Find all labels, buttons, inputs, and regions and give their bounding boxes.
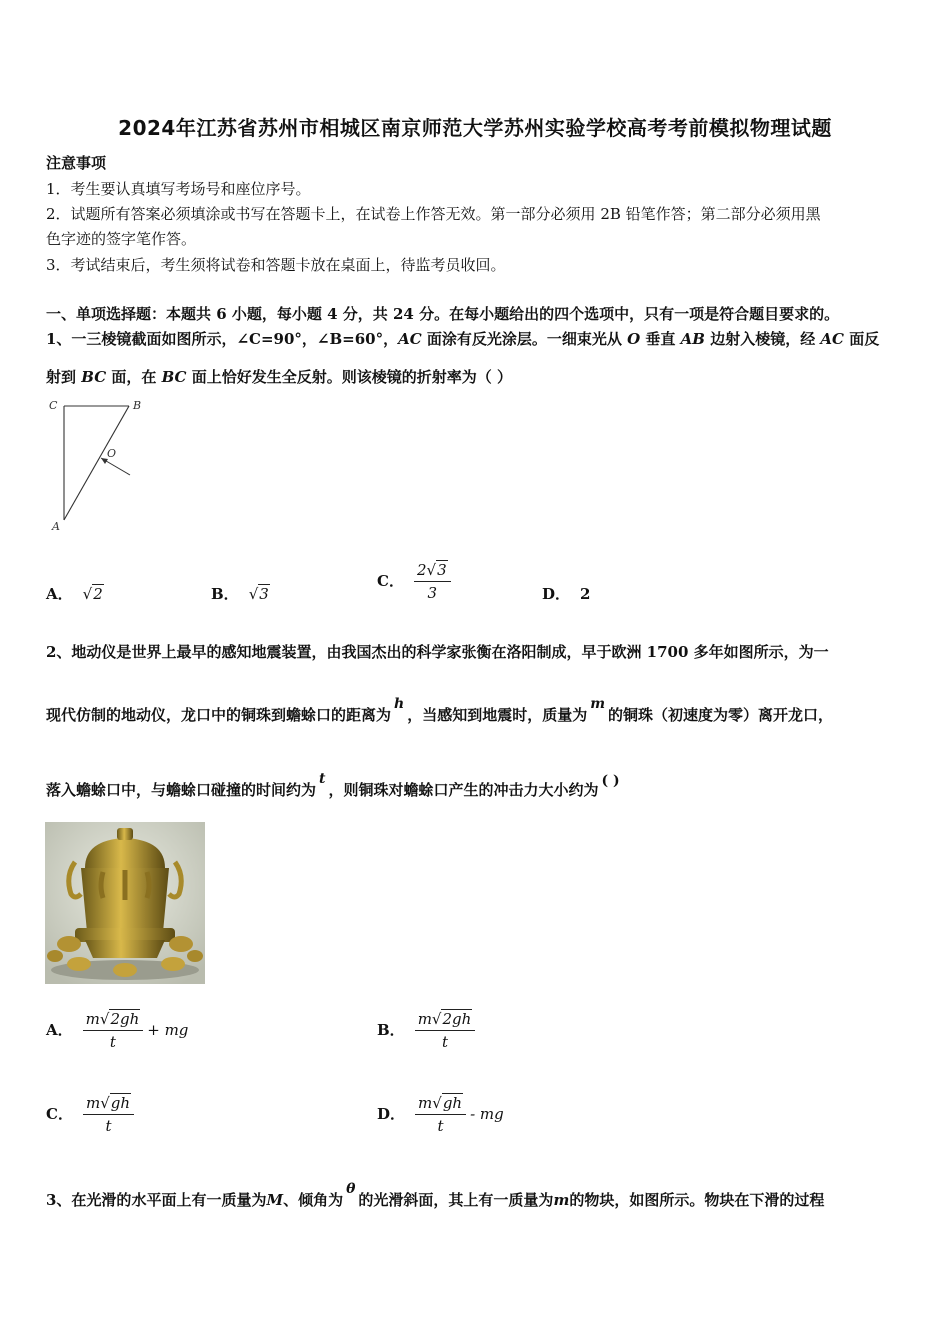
q3-text-line1: 3、在光滑的水平面上有一质量为M、倾角为θ的光滑斜面，其上有一质量为m的物块，如图所示。物块在下滑的过程: [46, 1181, 825, 1209]
q1-text-line2: 射到 BC 面，在 BC 面上恰好发生全反射。则该棱镜的折射率为（ ）: [46, 368, 512, 386]
notice-item: 3．考试结束后，考生须将试卷和答题卡放在桌面上，待监考员收回。: [46, 256, 506, 274]
vertex-label-b: B: [133, 399, 142, 412]
page-title: 2024年江苏省苏州市相城区南京师范大学苏州实验学校高考考前模拟物理试题: [118, 116, 832, 140]
q2-option-a[interactable]: A． $\frac{m√2gh}{t}$ + mg: [46, 1010, 189, 1051]
q2-option-c[interactable]: C． $\frac{m√gh}{t}$: [46, 1094, 134, 1135]
notice-heading: 注意事项: [46, 154, 107, 172]
q1-text-line1: 1、一三棱镜截面如图所示，∠C=90°，∠B=60°，AC 面涂有反光涂层。一细束光从 O 垂直 AB 边射入棱镜，经 AC 面反: [46, 330, 880, 348]
notice-item: 2．试题所有答案必须填涂或书写在答题卡上，在试卷上作答无效。第一部分必须用 2B 铅笔作答；第二部分必须用黑: [46, 205, 821, 223]
q1-option-d[interactable]: D． 2: [542, 585, 591, 603]
q2-option-d[interactable]: D． $\frac{m√gh}{t}$ - mg: [377, 1094, 504, 1135]
q1-option-a[interactable]: A． √2: [46, 585, 103, 603]
q2-text-line3: 落入蟾蜍口中，与蟾蜍口碰撞的时间约为t，则铜珠对蟾蜍口产生的冲击力大小约为 ( ): [46, 771, 620, 799]
vertex-label-a: A: [52, 520, 60, 533]
q2-text-line1: 2、地动仪是世界上最早的感知地震装置，由我国杰出的科学家张衡在洛阳制成，早于欧洲 1700 多年如图所示，为一: [46, 643, 829, 661]
q1-option-c[interactable]: C． $\frac{2√3}{3}$: [377, 561, 451, 602]
notice-item: 色字迹的签字笔作答。: [46, 230, 197, 248]
q1-option-b[interactable]: B． √3: [211, 585, 269, 603]
prism-diagram: [44, 396, 154, 536]
q2-option-b[interactable]: B． $\frac{m√2gh}{t}$: [377, 1010, 475, 1051]
notice-item: 1．考生要认真填写考场号和座位序号。: [46, 180, 311, 198]
point-label-o: O: [107, 447, 117, 460]
section-heading: 一、单项选择题：本题共 6 小题，每小题 4 分，共 24 分。在每小题给出的四个选项中，只有一项是符合题目要求的。: [46, 305, 840, 323]
vertex-label-c: C: [49, 399, 58, 412]
q2-text-line2: 现代仿制的地动仪，龙口中的铜珠到蟾蜍口的距离为h，当感知到地震时，质量为m的铜珠（初速度为零）离开龙口，: [46, 696, 834, 724]
seismograph-photo: [45, 822, 205, 984]
